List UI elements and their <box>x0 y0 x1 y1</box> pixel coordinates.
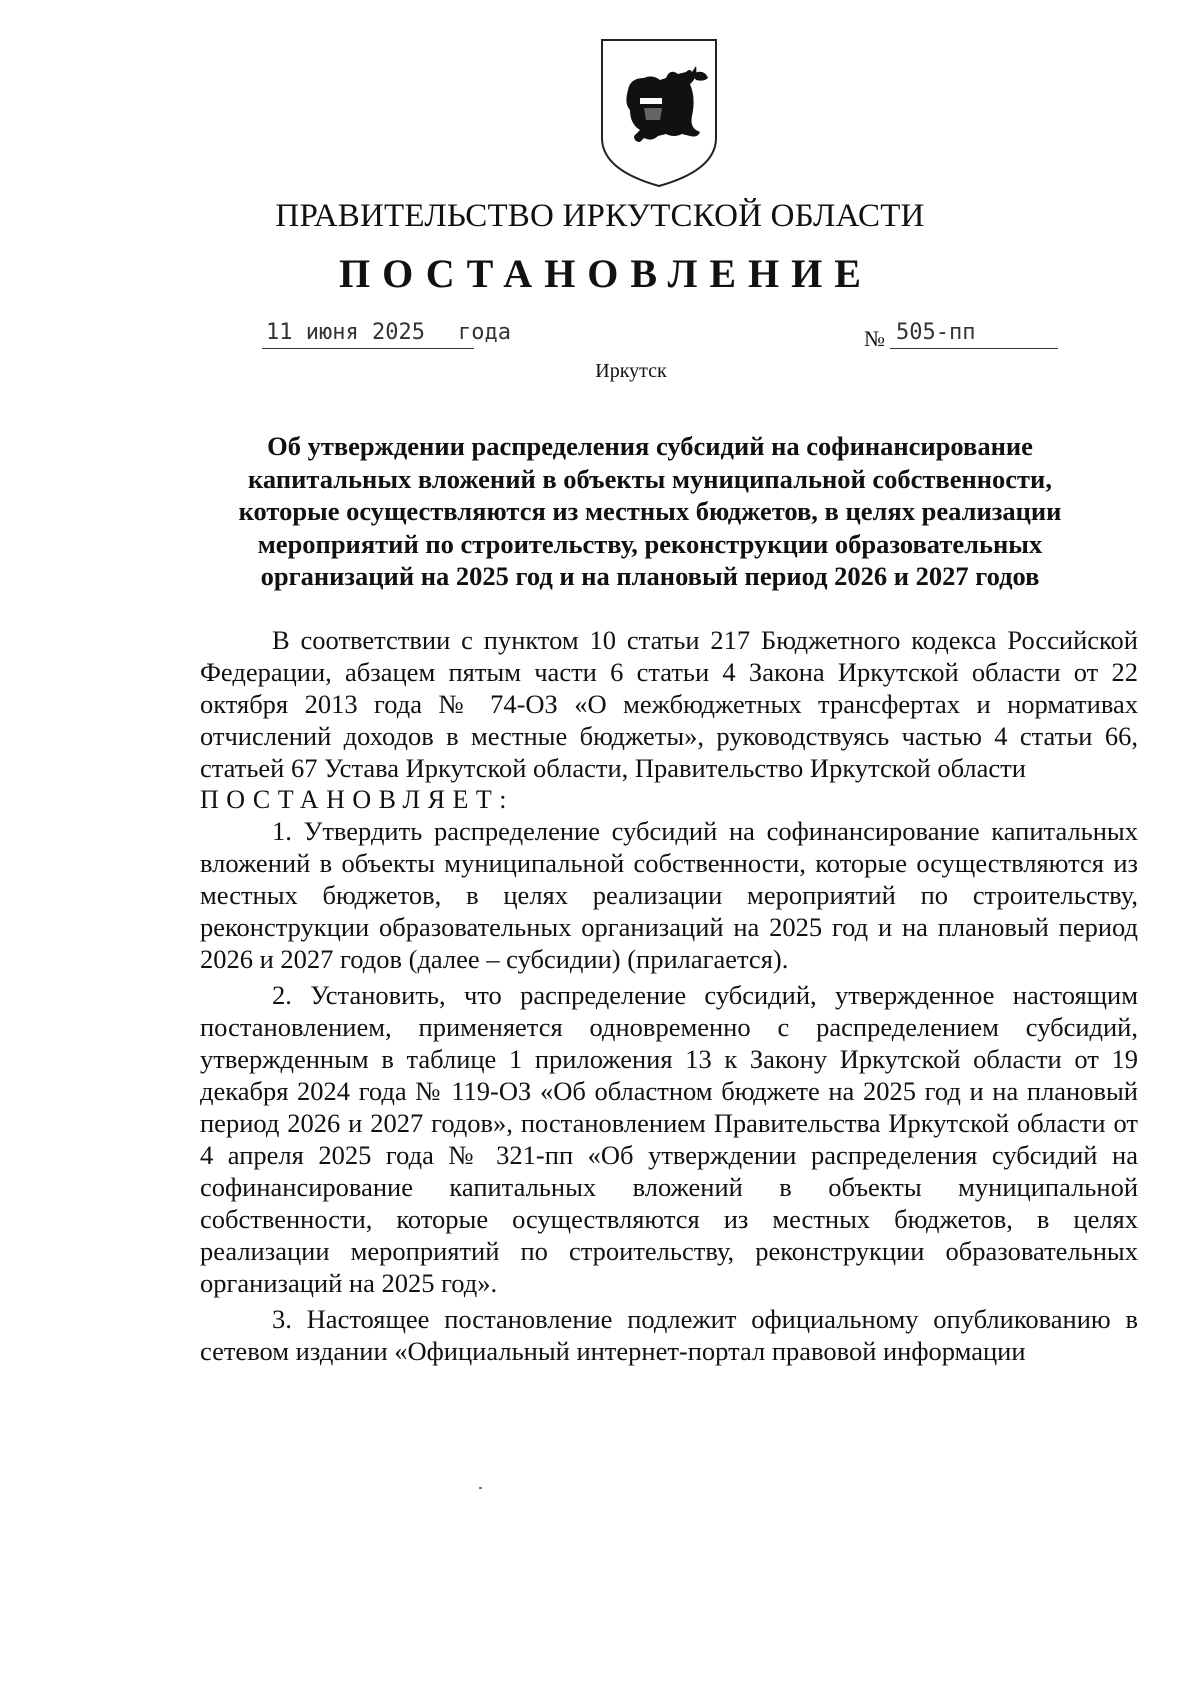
issuing-authority: ПРАВИТЕЛЬСТВО ИРКУТСКОЙ ОБЛАСТИ <box>275 198 925 234</box>
scan-speck <box>479 1487 482 1489</box>
number-sign: № <box>864 326 885 351</box>
clause-paragraph-1: 1. Утвердить распределение субсидий на софинансирование капитальных вложений в объекты муниципальной собственности, которые осуществляются из местных бюджетов, в целях реализации мероприятий по строительству, реконструкции образовательных организаций на 2025 год и на плановый период 2026 и 2027 годов (далее – субсидии) (прилагается). <box>200 816 1138 974</box>
document-title: Об утверждении распределения субсидий на софинансирование капитальных вложений в объекты муниципальной собственности, которые осуществляются из местных бюджетов, в целях реализации мероприятий по строительству, реконструкции образовательных организаций на 2025 год и на плановый период 2026 и 2027 годов <box>238 431 1062 591</box>
irkutsk-coat-of-arms-babr-icon <box>600 38 718 188</box>
clause-paragraph-3: 3. Настоящее постановление подлежит официальному опубликованию в сетевом издании «Официальный интернет-портал правовой информации <box>200 1304 1138 1366</box>
document-number: 505-пп <box>890 318 1058 349</box>
document-city: Иркутск <box>595 360 667 382</box>
date-suffix: года <box>458 320 511 345</box>
preamble-paragraph: В соответствии с пунктом 10 статьи 217 Бюджетного кодекса Российской Федерации, абзацем пятым части 6 статьи 4 Закона Иркутской области от 22 октября 2013 года № 74-ОЗ «О межбюджетных трансфертах и нормативах отчислений доходов в местные бюджеты», руководствуясь частью 4 статьи 66, статьей 67 Устава Иркутской области, Правительство Иркутской области <box>200 625 1138 783</box>
decree-word: ПОСТАНОВЛЯЕТ: <box>200 785 514 814</box>
document-body <box>200 624 1138 1367</box>
document-date: 11 июня 2025 <box>262 318 474 349</box>
document-type-heading: ПОСТАНОВЛЕНИЕ <box>339 251 873 296</box>
clause-paragraph-2: 2. Установить, что распределение субсидий, утвержденное настоящим постановлением, применяется одновременно с распределением субсидий, утвержденным в таблице 1 приложения 13 к Закону Иркутской области от 19 декабря 2024 года № 119-ОЗ «Об областном бюджете на 2025 год и на плановый период 2026 и 2027 годов», постановлением Правительства Иркутской области от 4 апреля 2025 года № 321-пп «Об утверждении распределения субсидий на софинансирование капитальных вложений в объекты муниципальной собственности, которые осуществляются из местных бюджетов, в целях реализации мероприятий по строительству, реконструкции образовательных организаций на 2025 год». <box>200 980 1138 1298</box>
